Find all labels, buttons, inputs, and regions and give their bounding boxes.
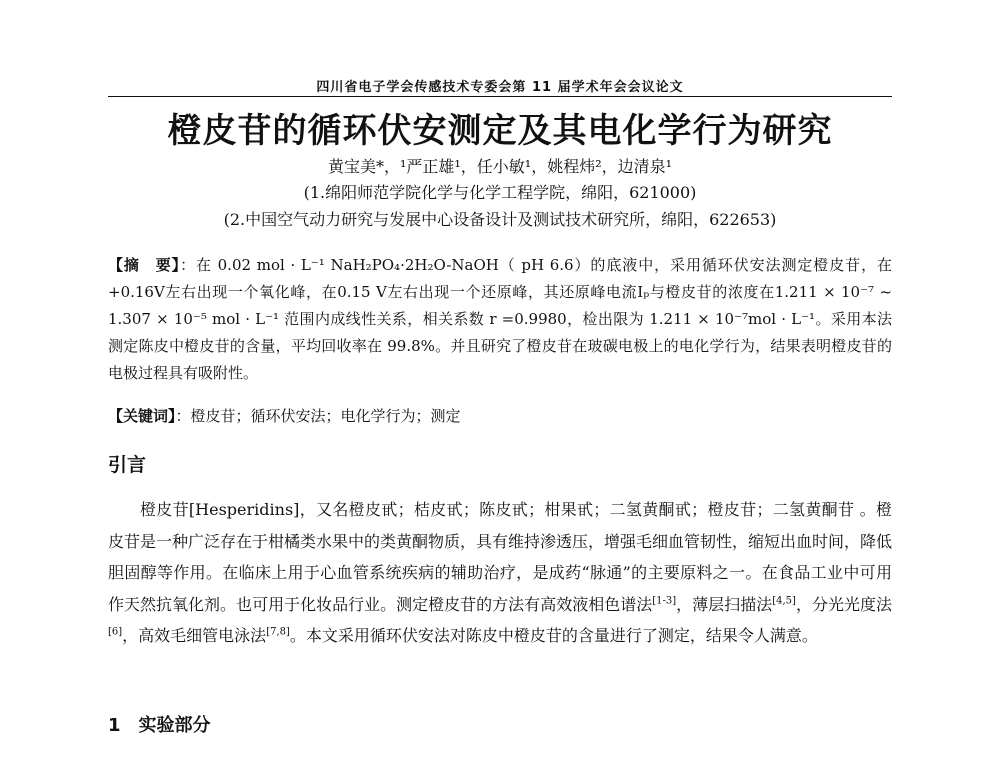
intro-text-5: 。本文采用循环伏安法对陈皮中橙皮苷的含量进行了测定，结果令人满意。 bbox=[289, 626, 818, 645]
keywords bbox=[108, 405, 892, 426]
affiliation-1: (1.绵阳师范学院化学与化学工程学院，绵阳，621000) bbox=[303, 183, 697, 202]
keywords-label: 【关键词】 bbox=[108, 407, 176, 425]
author-list: 黄宝美*，¹严正雄¹，任小敏¹，姚程炜²，边清泉¹ bbox=[327, 157, 673, 176]
section-1-heading bbox=[108, 711, 211, 737]
citation-3: [6] bbox=[108, 626, 123, 638]
citation-2: [4,5] bbox=[772, 595, 796, 607]
citation-4: [7,8] bbox=[266, 626, 290, 638]
abstract-label: 【摘 要】 bbox=[108, 256, 181, 274]
intro-text-1: 橙皮苷[Hesperidins]，又名橙皮甙；桔皮甙；陈皮甙；柑果甙；二氢黄酮甙；橙皮苷；二氢黄酮苷 。橙皮苷是一种广泛存在于柑橘类水果中的类黄酮物质，具有维持渗透压，增强毛细血管韧性，缩短出血时间，降低胆固醇等作用。在临床上用于心血管系统疾病的辅助治疗，是成药“脉通”的主要原料之一。在食品工业中可用作天然抗氧化剂。也可用于化妆品行业。测定橙皮苷的方法有高效液相色谱法 bbox=[108, 500, 893, 614]
conference-header: 四川省电子学会传感技术专委会第 11 届学术年会会议论文 bbox=[316, 80, 684, 95]
intro-text-3: ，分光光度法 bbox=[795, 594, 892, 614]
paper-title: 橙皮苷的循环伏安测定及其电化学行为研究 bbox=[167, 111, 833, 151]
section-1-number: 1 bbox=[108, 715, 121, 736]
intro-text-2: ，薄层扫描法 bbox=[676, 594, 773, 614]
affiliation-2: (2.中国空气动力研究与发展中心设备设计及测试技术研究所，绵阳，622653) bbox=[223, 210, 777, 229]
keywords-text: ：橙皮苷；循环伏安法；电化学行为；测定 bbox=[175, 407, 461, 425]
section-1-title: 实验部分 bbox=[138, 715, 211, 736]
intro-paragraph bbox=[108, 494, 892, 652]
abstract bbox=[108, 252, 892, 387]
citation-1: [1-3] bbox=[652, 595, 677, 607]
header-rule bbox=[108, 96, 892, 97]
intro-text-4: ，高效毛细管电泳法 bbox=[122, 626, 267, 645]
abstract-text: ：在 0.02 mol · L⁻¹ NaH₂PO₄·2H₂O-NaOH（ pH 6.6）的底液中，采用循环伏安法测定橙皮苷，在+0.16V左右出现一个氧化峰，在0.15 V左右出现一个还原峰，其还原峰电流Iₚ与橙皮苷的浓度在1.211 × 10⁻⁷ ~ 1.307 × 10⁻⁵ mol · L⁻¹ 范围内成线性关系，相关系数 r =0.9980，检出限为 1.211 × 10⁻⁷mol · L⁻¹。采用本法测定陈皮中橙皮苷的含量，平均回收率在 99.8%。并且研究了橙皮苷在玻碳电极上的电化学行为，结果表明橙皮苷的电极过程具有吸附性。 bbox=[108, 256, 892, 382]
intro-heading: 引言 bbox=[108, 454, 147, 476]
